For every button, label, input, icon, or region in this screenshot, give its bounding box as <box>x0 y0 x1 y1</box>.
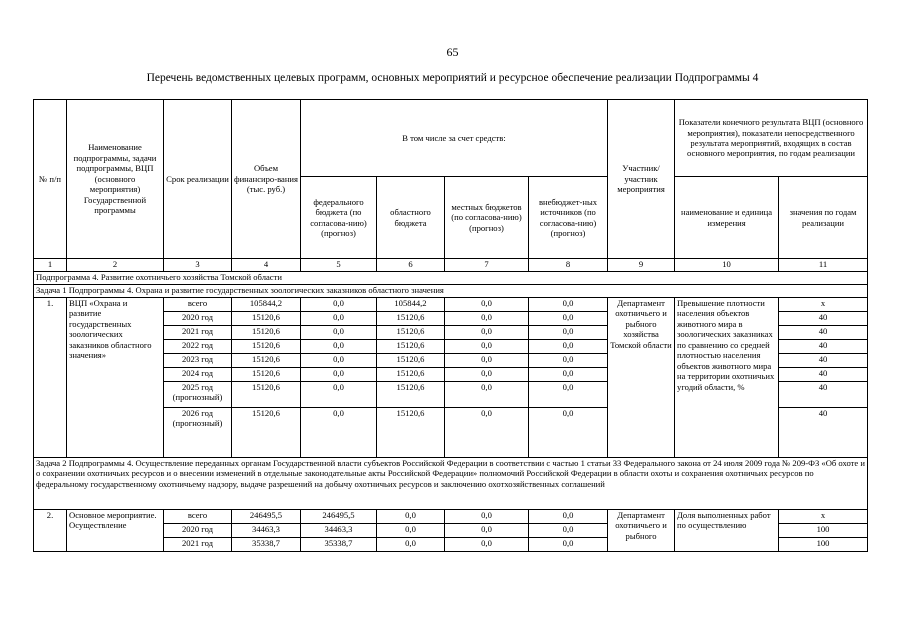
page-number: 65 <box>446 45 459 59</box>
item1-name: ВЦП «Охрана и развитие государственных зоологических заказников областного значения» <box>67 298 164 458</box>
federal-cell: 0,0 <box>301 368 377 382</box>
header-participant: Участник/ участник мероприятия <box>608 100 675 259</box>
local-cell: 0,0 <box>445 524 529 538</box>
period-cell: 2026 год (прогнозный) <box>164 408 232 458</box>
header-indicator-name: наименование и единица измерения <box>675 177 779 259</box>
federal-cell: 34463,3 <box>301 524 377 538</box>
regional-cell: 15120,6 <box>377 340 445 354</box>
header-indicator-values: значения по годам реализации <box>779 177 868 259</box>
subprogram-row: Подпрограмма 4. Развитие охотничьего хозяйства Томской области <box>34 272 868 285</box>
period-cell: 2020 год <box>164 524 232 538</box>
header-extra: внебюджет-ных источников (по согласова-нию) (прогноз) <box>529 177 608 259</box>
header-regional: областного бюджета <box>377 177 445 259</box>
document-title: Перечень ведомственных целевых программ, основных мероприятий и ресурсное обеспечение реализации Подпрограммы 4 <box>146 72 759 84</box>
period-cell: 2024 год <box>164 368 232 382</box>
header-num: № п/п <box>34 100 67 259</box>
extra-cell: 0,0 <box>529 326 608 340</box>
header-name: Наименование подпрограммы, задачи подпрограммы, ВЦП (основного мероприятия) Государственной программы <box>67 100 164 259</box>
value-cell: x <box>779 510 868 524</box>
header-indicators: Показатели конечного результата ВЦП (основного мероприятия), показатели непосредственного результата мероприятий, входящих в состав основного мероприятия, по годам реализации <box>675 100 868 177</box>
volume-cell: 15120,6 <box>232 326 301 340</box>
item1-participant: Департамент охотничьего и рыбного хозяйства Томской области <box>608 298 675 458</box>
item2-num: 2. <box>34 510 67 552</box>
federal-cell: 0,0 <box>301 298 377 312</box>
table-row <box>34 510 868 524</box>
volume-cell: 35338,7 <box>232 538 301 552</box>
header-sources: В том числе за счет средств: <box>301 100 608 177</box>
extra-cell: 0,0 <box>529 510 608 524</box>
value-cell: 40 <box>779 312 868 326</box>
regional-cell: 0,0 <box>377 524 445 538</box>
federal-cell: 0,0 <box>301 382 377 408</box>
value-cell: 100 <box>779 538 868 552</box>
extra-cell: 0,0 <box>529 368 608 382</box>
table-row <box>34 298 868 312</box>
extra-cell: 0,0 <box>529 538 608 552</box>
value-cell: 40 <box>779 368 868 382</box>
local-cell: 0,0 <box>445 340 529 354</box>
header-local: местных бюджетов (по согласова-нию) (прогноз) <box>445 177 529 259</box>
value-cell: 40 <box>779 408 868 458</box>
regional-cell: 15120,6 <box>377 312 445 326</box>
column-number: 9 <box>608 259 675 272</box>
column-number: 5 <box>301 259 377 272</box>
volume-cell: 34463,3 <box>232 524 301 538</box>
federal-cell: 0,0 <box>301 408 377 458</box>
federal-cell: 0,0 <box>301 354 377 368</box>
item2-name: Основное мероприятие. Осуществление <box>67 510 164 552</box>
local-cell: 0,0 <box>445 312 529 326</box>
local-cell: 0,0 <box>445 538 529 552</box>
period-cell: всего <box>164 510 232 524</box>
volume-cell: 246495,5 <box>232 510 301 524</box>
volume-cell: 15120,6 <box>232 408 301 458</box>
extra-cell: 0,0 <box>529 524 608 538</box>
value-cell: 40 <box>779 354 868 368</box>
item2-indicator: Доля выполненных работ по осуществлению <box>675 510 779 552</box>
program-table <box>33 99 868 552</box>
federal-cell: 0,0 <box>301 340 377 354</box>
item1-indicator: Превышение плотности населения объектов животного мира в зоологических заказниках по сравнению со средней плотностью населения объектов животного мира на территории охотничьих угодий области, % <box>675 298 779 458</box>
local-cell: 0,0 <box>445 368 529 382</box>
regional-cell: 15120,6 <box>377 354 445 368</box>
volume-cell: 15120,6 <box>232 368 301 382</box>
column-number: 2 <box>67 259 164 272</box>
local-cell: 0,0 <box>445 408 529 458</box>
column-number: 4 <box>232 259 301 272</box>
extra-cell: 0,0 <box>529 354 608 368</box>
period-cell: 2023 год <box>164 354 232 368</box>
federal-cell: 0,0 <box>301 312 377 326</box>
column-number: 11 <box>779 259 868 272</box>
period-cell: 2022 год <box>164 340 232 354</box>
column-number: 10 <box>675 259 779 272</box>
period-cell: 2021 год <box>164 538 232 552</box>
regional-cell: 15120,6 <box>377 326 445 340</box>
federal-cell: 35338,7 <box>301 538 377 552</box>
column-number: 7 <box>445 259 529 272</box>
header-term: Срок реализации <box>164 100 232 259</box>
period-cell: 2020 год <box>164 312 232 326</box>
extra-cell: 0,0 <box>529 312 608 326</box>
extra-cell: 0,0 <box>529 408 608 458</box>
period-cell: 2025 год (прогнозный) <box>164 382 232 408</box>
header-federal: федерального бюджета (по согласова-нию) (прогноз) <box>301 177 377 259</box>
column-number: 1 <box>34 259 67 272</box>
regional-cell: 15120,6 <box>377 368 445 382</box>
local-cell: 0,0 <box>445 326 529 340</box>
extra-cell: 0,0 <box>529 382 608 408</box>
volume-cell: 15120,6 <box>232 354 301 368</box>
item1-num: 1. <box>34 298 67 458</box>
item2-participant: Департамент охотничьего и рыбного <box>608 510 675 552</box>
federal-cell: 246495,5 <box>301 510 377 524</box>
value-cell: 40 <box>779 326 868 340</box>
local-cell: 0,0 <box>445 382 529 408</box>
extra-cell: 0,0 <box>529 340 608 354</box>
column-number: 6 <box>377 259 445 272</box>
volume-cell: 105844,2 <box>232 298 301 312</box>
value-cell: x <box>779 298 868 312</box>
extra-cell: 0,0 <box>529 298 608 312</box>
header-volume: Объем финансиро-вания (тыс. руб.) <box>232 100 301 259</box>
local-cell: 0,0 <box>445 354 529 368</box>
regional-cell: 0,0 <box>377 510 445 524</box>
regional-cell: 15120,6 <box>377 382 445 408</box>
column-number: 8 <box>529 259 608 272</box>
local-cell: 0,0 <box>445 510 529 524</box>
task2-row: Задача 2 Подпрограммы 4. Осуществление переданных органам Государственной власти субъектов Российской Федерации в соответствии с частью 1 статьи 33 Федерального закона от 24 июля 2009 года № 209-ФЗ «Об охоте и о сохранении охотничьих ресурсов и о внесении изменений в отдельные законодательные акты Российской Федерации» полномочий Российской Федерации в области охоты и сохранения охотничьих ресурсов по федеральному государственному охотничьему надзору, выдаче разрешений на добычу охотничьих ресурсов и заключению охотхозяйственных соглашений <box>34 458 868 510</box>
regional-cell: 15120,6 <box>377 408 445 458</box>
local-cell: 0,0 <box>445 298 529 312</box>
volume-cell: 15120,6 <box>232 382 301 408</box>
regional-cell: 105844,2 <box>377 298 445 312</box>
regional-cell: 0,0 <box>377 538 445 552</box>
value-cell: 100 <box>779 524 868 538</box>
volume-cell: 15120,6 <box>232 340 301 354</box>
column-number: 3 <box>164 259 232 272</box>
period-cell: всего <box>164 298 232 312</box>
value-cell: 40 <box>779 340 868 354</box>
task1-row: Задача 1 Подпрограммы 4. Охрана и развитие государственных зоологических заказников областного значения <box>34 285 868 298</box>
value-cell: 40 <box>779 382 868 408</box>
federal-cell: 0,0 <box>301 326 377 340</box>
period-cell: 2021 год <box>164 326 232 340</box>
volume-cell: 15120,6 <box>232 312 301 326</box>
